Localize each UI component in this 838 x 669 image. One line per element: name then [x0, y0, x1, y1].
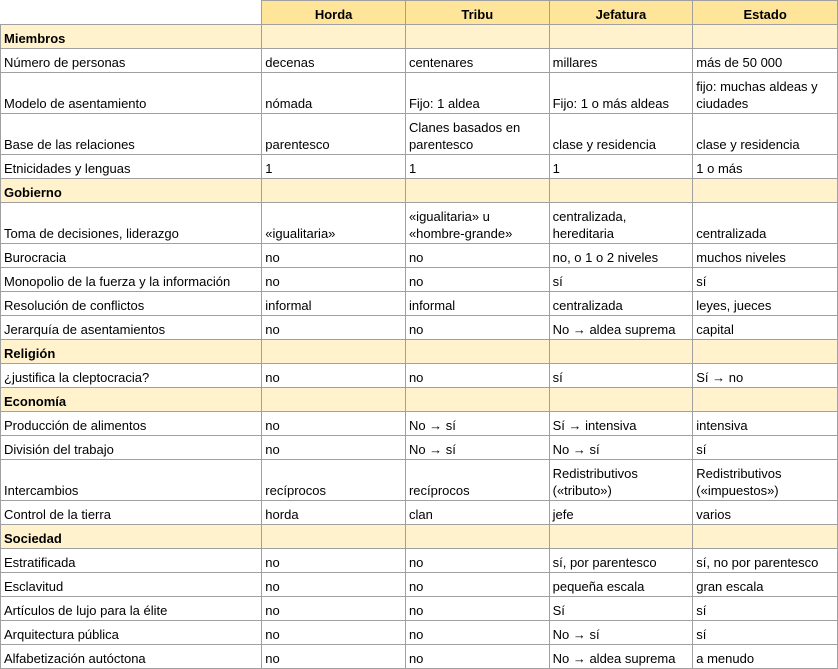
row-label[interactable]: Base de las relaciones [1, 114, 262, 155]
section-empty-cell[interactable] [405, 388, 549, 412]
table-cell[interactable]: clase y residencia [693, 114, 838, 155]
table-cell[interactable]: sí [693, 436, 838, 460]
table-cell[interactable]: varios [693, 501, 838, 525]
table-cell[interactable]: 1 o más [693, 155, 838, 179]
table-cell[interactable]: jefe [549, 501, 693, 525]
table-cell[interactable]: sí [549, 268, 693, 292]
section-empty-cell[interactable] [693, 25, 838, 49]
table-cell[interactable]: sí [693, 268, 838, 292]
table-cell[interactable]: centralizada [693, 203, 838, 244]
table-cell[interactable]: no [262, 621, 406, 645]
table-row [1, 268, 838, 292]
corner-cell[interactable] [1, 1, 262, 25]
table-row [1, 316, 838, 340]
section-empty-cell[interactable] [262, 340, 406, 364]
row-label[interactable]: Intercambios [1, 460, 262, 501]
table-row [1, 155, 838, 179]
table-cell[interactable]: horda [262, 501, 406, 525]
table-cell[interactable]: recíprocos [405, 460, 549, 501]
row-label[interactable]: ¿justifica la cleptocracia? [1, 364, 262, 388]
table-cell[interactable]: «igualitaria» u «hombre-grande» [405, 203, 549, 244]
row-label[interactable]: Jerarquía de asentamientos [1, 316, 262, 340]
table-row [1, 621, 838, 645]
table-cell[interactable]: No → aldea suprema [549, 645, 693, 669]
table-cell[interactable]: centralizada [549, 292, 693, 316]
row-label[interactable]: Burocracia [1, 244, 262, 268]
table-cell[interactable]: 1 [262, 155, 406, 179]
section-empty-cell[interactable] [693, 525, 838, 549]
section-empty-cell[interactable] [262, 179, 406, 203]
section-empty-cell[interactable] [405, 179, 549, 203]
table-cell[interactable]: No → sí [405, 412, 549, 436]
row-label[interactable]: Monopolio de la fuerza y la información [1, 268, 262, 292]
column-header[interactable]: Tribu [405, 1, 549, 25]
table-cell[interactable]: no [262, 436, 406, 460]
table-cell[interactable]: Redistributivos («impuestos») [693, 460, 838, 501]
section-title[interactable]: Miembros [1, 25, 262, 49]
section-empty-cell[interactable] [549, 340, 693, 364]
table-cell[interactable]: no [262, 573, 406, 597]
table-cell[interactable]: no [405, 645, 549, 669]
table-cell[interactable]: muchos niveles [693, 244, 838, 268]
row-label[interactable]: Esclavitud [1, 573, 262, 597]
table-row [1, 412, 838, 436]
table-cell[interactable]: no [405, 549, 549, 573]
table-cell[interactable]: «igualitaria» [262, 203, 406, 244]
section-row [1, 525, 838, 549]
row-label[interactable]: Toma de decisiones, liderazgo [1, 203, 262, 244]
table-row [1, 203, 838, 244]
table-body [1, 25, 838, 669]
table-cell[interactable]: Sí [549, 597, 693, 621]
section-empty-cell[interactable] [262, 388, 406, 412]
table-cell[interactable]: no [262, 645, 406, 669]
table-row [1, 460, 838, 501]
row-label[interactable]: Modelo de asentamiento [1, 73, 262, 114]
table-cell[interactable]: Fijo: 1 aldea [405, 73, 549, 114]
section-empty-cell[interactable] [405, 25, 549, 49]
table-cell[interactable]: no [405, 621, 549, 645]
table-cell[interactable]: no [262, 316, 406, 340]
table-cell[interactable]: no [405, 573, 549, 597]
table-row [1, 364, 838, 388]
table-cell[interactable]: No → aldea suprema [549, 316, 693, 340]
table-cell[interactable]: sí, no por parentesco [693, 549, 838, 573]
table-row [1, 501, 838, 525]
row-label[interactable]: Etnicidades y lenguas [1, 155, 262, 179]
table-row [1, 573, 838, 597]
table-cell[interactable]: no, o 1 o 2 niveles [549, 244, 693, 268]
section-empty-cell[interactable] [549, 388, 693, 412]
table-row [1, 114, 838, 155]
section-title[interactable]: Sociedad [1, 525, 262, 549]
row-label[interactable]: Resolución de conflictos [1, 292, 262, 316]
table-cell[interactable]: fijo: muchas aldeas y ciudades [693, 73, 838, 114]
section-title[interactable]: Gobierno [1, 179, 262, 203]
table-cell[interactable]: no [405, 244, 549, 268]
table-cell[interactable]: leyes, jueces [693, 292, 838, 316]
table-row [1, 645, 838, 669]
table-row [1, 292, 838, 316]
table-cell[interactable]: a menudo [693, 645, 838, 669]
table-cell[interactable]: no [262, 244, 406, 268]
section-empty-cell[interactable] [262, 525, 406, 549]
table-cell[interactable]: Sí → no [693, 364, 838, 388]
table-cell[interactable]: No → sí [549, 436, 693, 460]
section-empty-cell[interactable] [693, 340, 838, 364]
section-row [1, 340, 838, 364]
table-cell[interactable]: más de 50 000 [693, 49, 838, 73]
table-row [1, 549, 838, 573]
section-row [1, 388, 838, 412]
table-cell[interactable]: 1 [549, 155, 693, 179]
row-label[interactable]: Número de personas [1, 49, 262, 73]
section-empty-cell[interactable] [693, 388, 838, 412]
column-header[interactable]: Jefatura [549, 1, 693, 25]
section-title[interactable]: Religión [1, 340, 262, 364]
table-cell[interactable]: no [262, 412, 406, 436]
column-header[interactable]: Horda [262, 1, 406, 25]
table-cell[interactable]: no [262, 268, 406, 292]
table-cell[interactable]: decenas [262, 49, 406, 73]
table-row [1, 436, 838, 460]
section-empty-cell[interactable] [693, 179, 838, 203]
row-label[interactable]: Arquitectura pública [1, 621, 262, 645]
table-cell[interactable]: no [262, 549, 406, 573]
table-cell[interactable]: capital [693, 316, 838, 340]
section-empty-cell[interactable] [262, 25, 406, 49]
table-cell[interactable]: centenares [405, 49, 549, 73]
row-label[interactable]: División del trabajo [1, 436, 262, 460]
table-cell[interactable]: informal [405, 292, 549, 316]
table-cell[interactable]: informal [262, 292, 406, 316]
table-cell[interactable]: Clanes basados en parentesco [405, 114, 549, 155]
table-cell[interactable]: No → sí [405, 436, 549, 460]
table-cell[interactable]: no [262, 597, 406, 621]
row-label[interactable]: Artículos de lujo para la élite [1, 597, 262, 621]
table-cell[interactable]: clan [405, 501, 549, 525]
table-cell[interactable]: sí, por parentesco [549, 549, 693, 573]
table-cell[interactable]: 1 [405, 155, 549, 179]
section-row [1, 179, 838, 203]
section-title[interactable]: Economía [1, 388, 262, 412]
table-cell[interactable]: gran escala [693, 573, 838, 597]
table-cell[interactable]: Redistributivos («tributo») [549, 460, 693, 501]
table-cell[interactable]: no [262, 364, 406, 388]
section-empty-cell[interactable] [405, 340, 549, 364]
table-row [1, 597, 838, 621]
table-cell[interactable]: sí [549, 364, 693, 388]
table-cell[interactable]: intensiva [693, 412, 838, 436]
table-cell[interactable]: millares [549, 49, 693, 73]
section-row [1, 25, 838, 49]
column-header[interactable]: Estado [693, 1, 838, 25]
table-cell[interactable]: clase y residencia [549, 114, 693, 155]
table-cell[interactable]: Fijo: 1 o más aldeas [549, 73, 693, 114]
table-row [1, 49, 838, 73]
row-label[interactable]: Producción de alimentos [1, 412, 262, 436]
section-empty-cell[interactable] [549, 525, 693, 549]
row-label[interactable]: Alfabetización autóctona [1, 645, 262, 669]
section-empty-cell[interactable] [405, 525, 549, 549]
header-row [1, 1, 838, 25]
table-cell[interactable]: parentesco [262, 114, 406, 155]
table-cell[interactable]: centralizada, hereditaria [549, 203, 693, 244]
table-cell[interactable]: sí [693, 621, 838, 645]
row-label[interactable]: Estratificada [1, 549, 262, 573]
table-cell[interactable]: no [405, 316, 549, 340]
section-empty-cell[interactable] [549, 179, 693, 203]
table-cell[interactable]: no [405, 364, 549, 388]
table-row [1, 244, 838, 268]
table-cell[interactable]: no [405, 597, 549, 621]
table-row [1, 73, 838, 114]
table-cell[interactable]: No → sí [549, 621, 693, 645]
row-label[interactable]: Control de la tierra [1, 501, 262, 525]
table-cell[interactable]: Sí → intensiva [549, 412, 693, 436]
table-cell[interactable]: recíprocos [262, 460, 406, 501]
table-cell[interactable]: nómada [262, 73, 406, 114]
table-cell[interactable]: no [405, 268, 549, 292]
section-empty-cell[interactable] [549, 25, 693, 49]
table-cell[interactable]: sí [693, 597, 838, 621]
table-cell[interactable]: pequeña escala [549, 573, 693, 597]
